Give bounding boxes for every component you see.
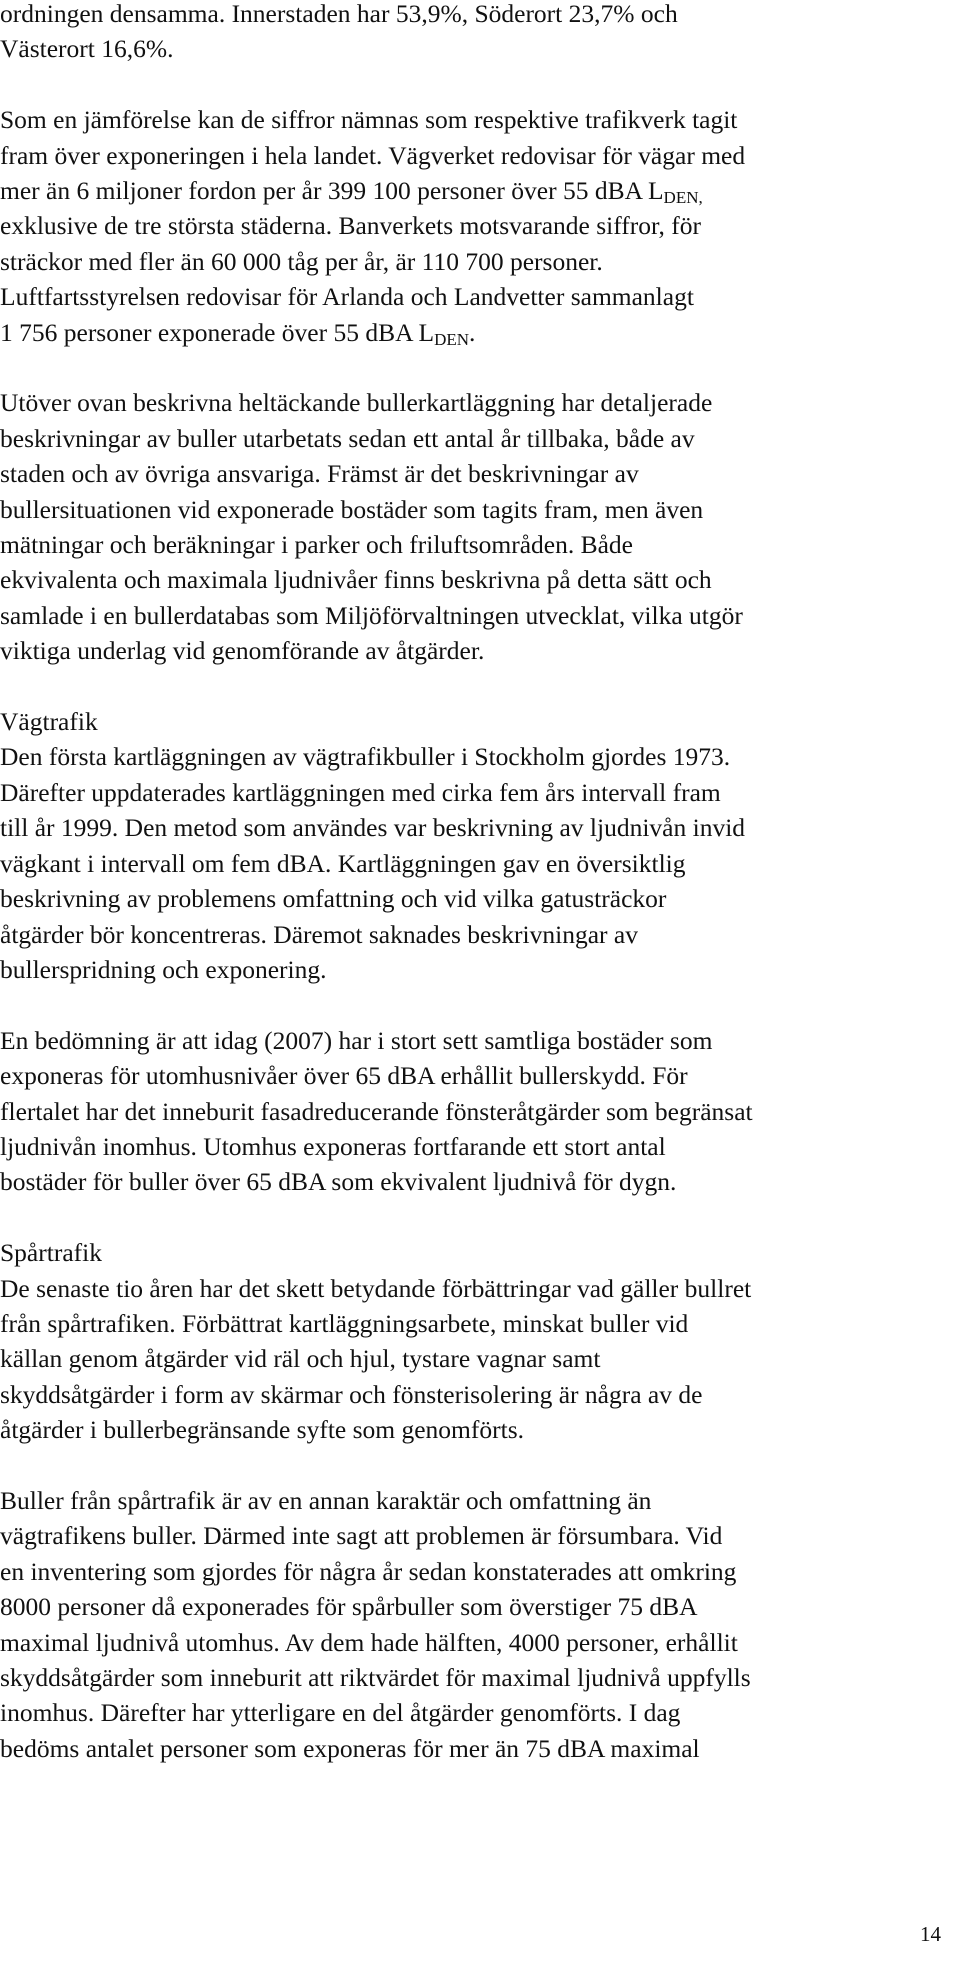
text-line: Som en jämförelse kan de siffror nämnas som respektive trafikverk tagit	[0, 105, 738, 135]
paragraph-road-assessment-2007	[0, 1023, 940, 1200]
text-line: sträckor med fler än 60 000 tåg per år, är 110 700 personer.	[0, 246, 603, 276]
text-line: De senaste tio åren har det skett betydande förbättringar vad gäller bullret	[0, 1273, 752, 1303]
text-line: beskrivning av problemens omfattning och vid vilka gatusträckor	[0, 884, 667, 914]
text-line: ljudnivån inomhus. Utomhus exponeras fortfarande ett stort antal	[0, 1131, 666, 1161]
text-line: maximal ljudnivå utomhus. Av dem hade hälften, 4000 personer, erhållit	[0, 1627, 738, 1657]
text-line: 1 756 personer exponerade över 55 dBA L	[0, 317, 435, 347]
text-line: Västerort 16,6%.	[0, 34, 174, 64]
text-line: samlade i en bullerdatabas som Miljöförvaltningen utvecklat, vilka utgör	[0, 600, 743, 630]
text-line: ekvivalenta och maximala ljudnivåer finns beskrivna på detta sätt och	[0, 565, 712, 595]
paragraph-road-mapping-history	[0, 739, 940, 987]
text-fragment: .	[469, 317, 476, 347]
text-line: exklusive de tre största städerna. Banverkets motsvarande siffror, för	[0, 211, 701, 241]
text-line: vägtrafikens buller. Därmed inte sagt att problemen är försumbara. Vid	[0, 1521, 723, 1551]
text-line: ordningen densamma. Innerstaden har 53,9%, Söderort 23,7% och	[0, 0, 678, 28]
paragraph-district-shares	[0, 0, 940, 67]
text-line: Den första kartläggningen av vägtrafikbuller i Stockholm gjordes 1973.	[0, 742, 731, 772]
text-line: flertalet har det inneburit fasadreducerande fönsteråtgärder som begränsat	[0, 1096, 753, 1126]
section-heading-spartrafik: Spårtrafik	[0, 1238, 102, 1268]
text-line: mätningar och beräkningar i parker och friluftsområden. Både	[0, 530, 634, 560]
paragraph-detailed-descriptions	[0, 385, 940, 668]
text-line: fram över exponeringen i hela landet. Vägverket redovisar för vägar med	[0, 140, 746, 170]
text-line: skyddsåtgärder i form av skärmar och fönsterisolering är några av de	[0, 1379, 703, 1409]
text-line: viktiga underlag vid genomförande av åtgärder.	[0, 636, 485, 666]
text-line: bostäder för buller över 65 dBA som ekvivalent ljudnivå för dygn.	[0, 1167, 677, 1197]
text-line: bullersituationen vid exponerade bostäder som tagits fram, men även	[0, 494, 704, 524]
text-line: till år 1999. Den metod som användes var beskrivning av ljudnivån invid	[0, 813, 746, 843]
text-line: bullerspridning och exponering.	[0, 954, 327, 984]
page-number: 14	[920, 1922, 941, 1946]
text-line: mer än 6 miljoner fordon per år 399 100 personer över 55 dBA L	[0, 176, 664, 206]
text-line: en inventering som gjordes för några år sedan konstaterades att omkring	[0, 1556, 737, 1586]
text-line: åtgärder bör koncentreras. Däremot saknades beskrivningar av	[0, 919, 638, 949]
paragraph-rail-noise-exposure	[0, 1483, 940, 1766]
subscript-den: DEN,	[663, 188, 703, 208]
paragraph-rail-improvements	[0, 1271, 940, 1448]
text-line: 8000 personer då exponerades för spårbuller som överstiger 75 dBA	[0, 1592, 698, 1622]
text-line: Luftfartsstyrelsen redovisar för Arlanda och Landvetter sammanlagt	[0, 282, 694, 312]
text-line: åtgärder i bullerbegränsande syfte som genomförts.	[0, 1415, 524, 1445]
text-line: Därefter uppdaterades kartläggningen med cirka fem års intervall fram	[0, 777, 721, 807]
text-line: inomhus. Därefter har ytterligare en del åtgärder genomförts. I dag	[0, 1698, 681, 1728]
text-line: vägkant i intervall om fem dBA. Kartläggningen gav en översiktlig	[0, 848, 686, 878]
text-line: från spårtrafiken. Förbättrat kartläggningsarbete, minskat buller vid	[0, 1308, 689, 1338]
text-line: bedöms antalet personer som exponeras för mer än 75 dBA maximal	[0, 1733, 700, 1763]
text-line: Utöver ovan beskrivna heltäckande bullerkartläggning har detaljerade	[0, 388, 713, 418]
text-line: beskrivningar av buller utarbetats sedan ett antal år tillbaka, både av	[0, 423, 695, 453]
section-heading-vagtrafik: Vägtrafik	[0, 707, 98, 737]
text-line: skyddsåtgärder som inneburit att riktvärdet för maximal ljudnivå uppfylls	[0, 1663, 751, 1692]
paragraph-national-comparison	[0, 102, 940, 350]
text-line: En bedömning är att idag (2007) har i stort sett samtliga bostäder som	[0, 1025, 713, 1055]
subscript-den: DEN	[434, 329, 470, 349]
text-line: exponeras för utomhusnivåer över 65 dBA erhållit bullerskydd. För	[0, 1061, 688, 1091]
text-line: Buller från spårtrafik är av en annan karaktär och omfattning än	[0, 1485, 652, 1515]
text-line: källan genom åtgärder vid räl och hjul, tystare vagnar samt	[0, 1344, 601, 1374]
text-line: staden och av övriga ansvariga. Främst är det beskrivningar av	[0, 459, 639, 489]
